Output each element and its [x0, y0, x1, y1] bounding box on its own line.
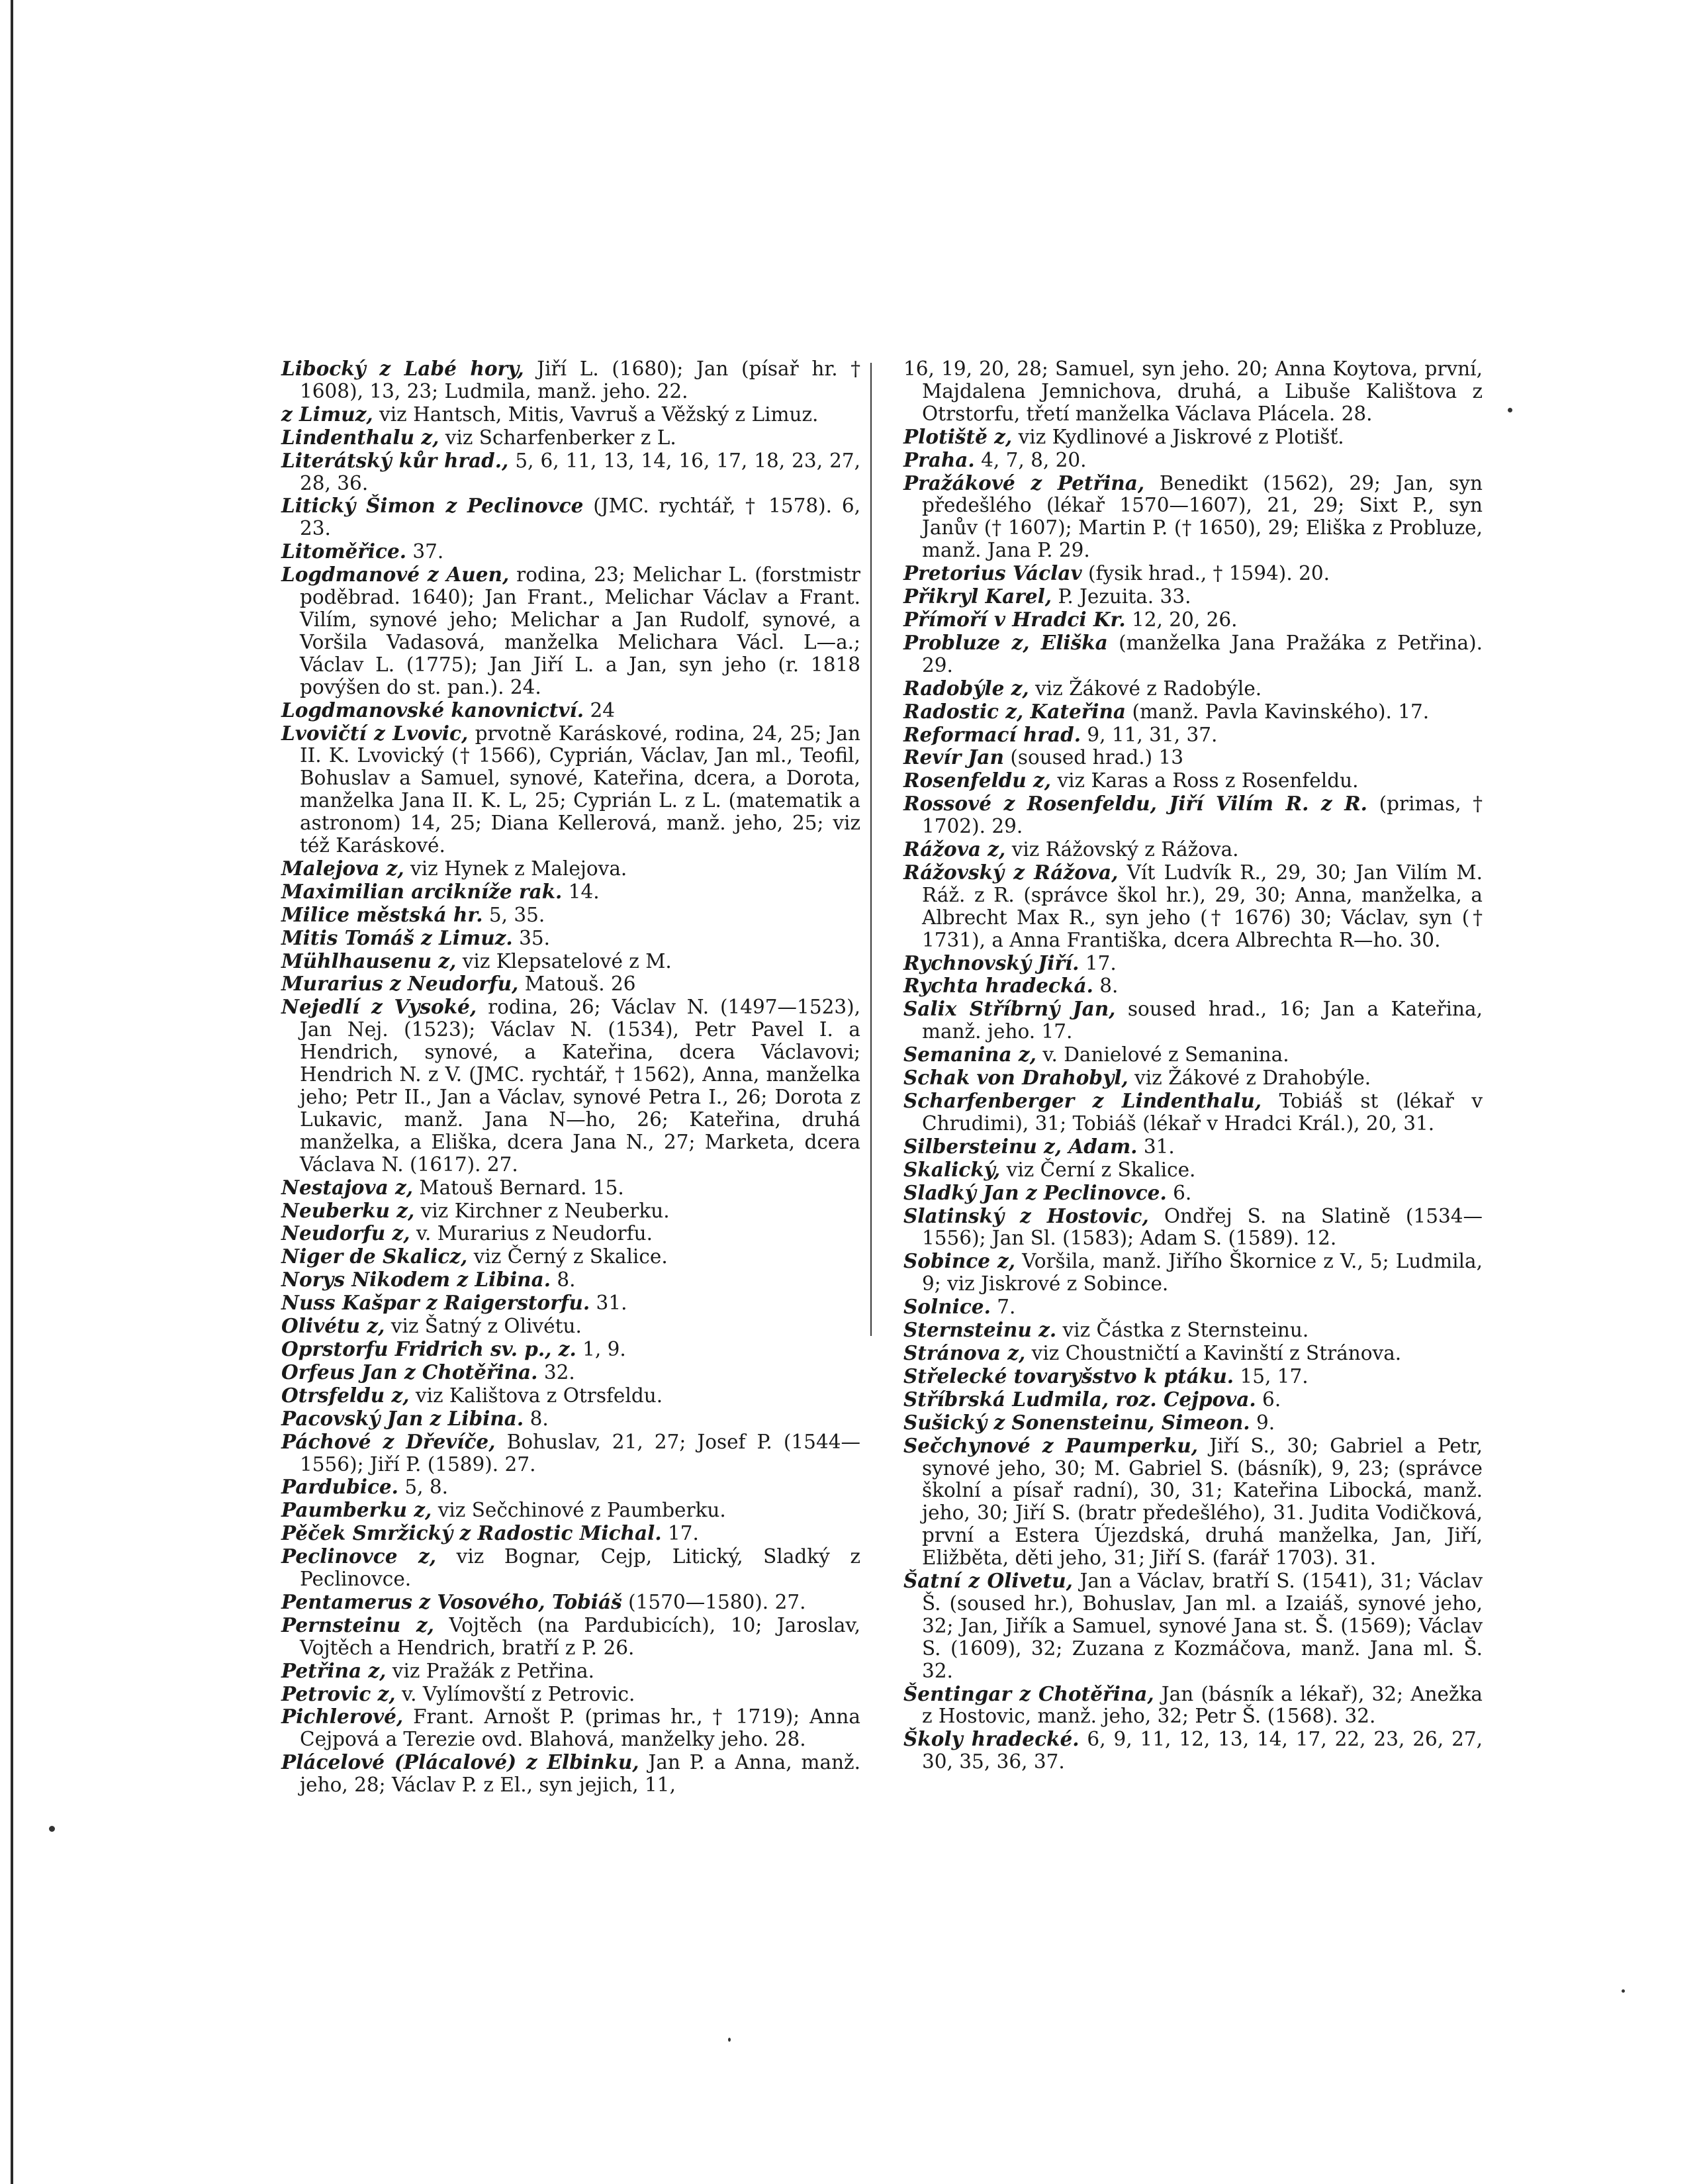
index-entry [281, 1338, 860, 1361]
entry-text: (manž. Pavla Kavinského). 17. [1132, 700, 1430, 723]
entry-text: (JMC. rychtář, † 1578). 6, 23. [300, 495, 860, 540]
entry-text: (fysik hrad., † 1594). 20. [1087, 562, 1330, 585]
index-entry [281, 403, 860, 426]
entry-text: 12, 20, 26. [1131, 608, 1238, 631]
entry-text: viz Hantsch, Mitis, Vavruš a Věžský z Limuz. [379, 403, 819, 426]
index-column-right [903, 357, 1483, 1774]
entry-heading: Školy hradecké. [903, 1727, 1080, 1751]
entry-text: v. Vylímovští z Petrovic. [402, 1682, 635, 1705]
entry-text: 1, 9. [582, 1337, 626, 1360]
entry-heading: Literátský kůr hrad., [281, 448, 509, 472]
index-entry [281, 1176, 860, 1200]
scan-speck [1508, 408, 1512, 412]
column-divider [870, 363, 872, 1336]
entry-text: 9. [1256, 1411, 1275, 1434]
entry-text: Jiří S., 30; Gabriel a Petr, synové jeho, 30; M. Gabriel S. (básník), 9, 23; (správce školní a písař radní), 30, 31; Kateřina Libocká, manž. jeho, 30; Jiří S. (bratr předešlého), 31. Judita Vodičková, první a Estera Újezdská, druhá manželka, Jan, Jiří, Eližběta, děti jeho, 31; Jiří S. (farář 1703). 31. [922, 1434, 1483, 1570]
index-entry [281, 973, 860, 996]
entry-heading: Otrsfeldu z, [281, 1383, 410, 1407]
index-entry [281, 927, 860, 950]
entry-heading: Pretorius Václav [903, 561, 1082, 585]
entry-text: 35. [519, 926, 550, 949]
index-entry [281, 1292, 860, 1315]
index-entry [903, 1205, 1483, 1251]
entry-text: 6, 9, 11, 12, 13, 14, 17, 22, 23, 26, 27, 30, 35, 36, 37. [922, 1728, 1483, 1774]
entry-text: viz Černí z Skalice. [1006, 1158, 1196, 1181]
index-entry [281, 1545, 860, 1591]
entry-text: Frant. Arnošt P. (primas hr., † 1719); Anna Cejpová a Terezie ovd. Blahová, manželky jeho. 28. [300, 1705, 860, 1751]
entry-heading: Rychnovský Jiří. [903, 951, 1080, 974]
entry-heading: Pardubice. [281, 1475, 398, 1499]
index-entry [903, 426, 1483, 449]
entry-heading: Pacovský Jan z Libina. [281, 1406, 524, 1430]
entry-text: 9, 11, 31, 37. [1087, 723, 1218, 746]
index-entry [281, 1431, 860, 1476]
entry-heading: Milice městská hr. [281, 902, 483, 926]
entry-text: viz Karas a Ross z Rosenfeldu. [1057, 769, 1359, 792]
entry-text: Matouš. 26 [524, 973, 636, 996]
entry-heading: Mitis Tomáš z Limuz. [281, 926, 513, 949]
entry-text: Voršila, manž. Jiřího Škornice z V., 5; Ludmila, 9; viz Jiskrové z Sobince. [922, 1250, 1483, 1296]
entry-text: viz Rážovský z Rážova. [1011, 838, 1239, 861]
entry-heading: Rossové z Rosenfeldu, Jiří Vilím R. z R. [903, 792, 1367, 816]
index-entry [903, 1159, 1483, 1182]
entry-text: 17. [1085, 951, 1117, 974]
index-entry [281, 357, 860, 403]
entry-heading: Sobince z, [903, 1249, 1015, 1273]
entry-heading: Rosenfeldu z, [903, 769, 1052, 792]
index-entry [903, 677, 1483, 700]
index-entry [903, 724, 1483, 747]
entry-heading: Solnice. [903, 1295, 991, 1319]
entry-heading: Litoměřice. [281, 540, 406, 563]
entry-text: (manželka Jana Pražáka z Petřina). 29. [922, 631, 1483, 677]
entry-heading: Rážova z, [903, 837, 1006, 861]
entry-text: 6. [1262, 1388, 1281, 1411]
entry-text: viz Hynek z Malejova. [410, 857, 627, 880]
index-entry [903, 838, 1483, 861]
entry-text: 8. [557, 1268, 576, 1292]
entry-heading: Peclinovce z, [281, 1544, 437, 1568]
entry-text: viz Scharfenberker z L. [445, 426, 676, 449]
entry-text: viz Žákové z Drahobýle. [1134, 1067, 1371, 1090]
entry-heading: Rážovský z Rážova, [903, 860, 1119, 884]
entry-text: viz Kirchner z Neuberku. [420, 1199, 670, 1222]
entry-heading: Silbersteinu z, Adam. [903, 1134, 1138, 1158]
index-entry [903, 1435, 1483, 1570]
entry-heading: Pěček Smržický z Radostic Michal. [281, 1521, 662, 1545]
entry-text: viz Bognar, Cejp, Litický, Sladký z Peclinovce. [300, 1545, 860, 1591]
index-entry [281, 1361, 860, 1384]
entry-heading: Norys Nikodem z Libina. [281, 1268, 551, 1292]
entry-text: 5, 35. [488, 903, 545, 926]
entry-text: 17. [668, 1522, 699, 1545]
entry-heading: Neudorfu z, [281, 1221, 410, 1245]
index-entry [281, 1705, 860, 1751]
entry-heading: Pernsteinu z, [281, 1613, 434, 1637]
entry-heading: Logdmanové z Auen, [281, 563, 510, 587]
index-entry [281, 540, 860, 563]
entry-text: rodina, 23; Melichar L. (forstmistr poděbrad. 1640); Jan Frant., Melichar Václav a Frant. Vilím, synové jeho; Melichar a Jan Rudolf, synové, a Voršila Vadasová, manželka Melichara Václ. L—a.; Václav L. (1775); Jan Jiří L. a Jan, syn jeho (r. 1818 povýšen do st. pan.). 24. [300, 563, 860, 698]
entry-text: viz Černý z Skalice. [473, 1245, 668, 1268]
index-entry [281, 1660, 860, 1683]
entry-text: Benedikt (1562), 29; Jan, syn předešlého (lékař 1570—1607), 21, 29; Sixt P., syn Janův († 1607); Martin P. († 1650), 29; Eliška z Probluze, manž. Jana P. 29. [922, 471, 1483, 562]
entry-heading: Probluze z, Eliška [903, 630, 1108, 654]
entry-text: Jiří L. (1680); Jan (písař hr. † 1608), 13, 23; Ludmila, manž. jeho. 22. [300, 357, 860, 403]
entry-heading: Střelecké tovaryšstvo k ptáku. [903, 1364, 1234, 1388]
entry-heading: Páchové z Dřevíče, [281, 1429, 496, 1453]
entry-text: 8. [529, 1407, 549, 1430]
entry-text: Jan P. a Anna, manž. jeho, 28; Václav P. z El., syn jejich, 11, [300, 1751, 860, 1797]
index-entry [281, 880, 860, 904]
entry-heading: Pichlerové, [281, 1705, 404, 1729]
entry-text: Bohuslav, 21, 27; Josef P. (1544—1556); Jiří P. (1589). 27. [300, 1430, 860, 1476]
entry-text: viz Částka z Sternsteinu. [1062, 1319, 1309, 1342]
entry-heading: z Limuz, [281, 402, 373, 426]
index-entry [281, 950, 860, 973]
entry-heading: Slatinský z Hostovic, [903, 1204, 1149, 1227]
index-entry [281, 699, 860, 722]
entry-heading: Maximilian arcikníže rak. [281, 879, 563, 903]
index-entry [903, 608, 1483, 632]
entry-text: 16, 19, 20, 28; Samuel, syn jeho. 20; Anna Koytova, první, Majdalena Jemnichova, druhá, a Libuše Kalištova z Otrstorfu, třetí manželka Václava Plácela. 28. [903, 357, 1483, 425]
index-entry [903, 1683, 1483, 1729]
entry-heading: Murarius z Neudorfu, [281, 972, 519, 996]
entry-heading: Přikryl Karel, [903, 585, 1052, 608]
entry-text: soused hrad., 16; Jan a Kateřina, manž. jeho. 17. [922, 998, 1483, 1043]
entry-heading: Mühlhausenu z, [281, 949, 457, 973]
index-entry [903, 792, 1483, 838]
index-entry [281, 1200, 860, 1223]
entry-text: 15, 17. [1240, 1364, 1309, 1388]
entry-text: Matouš Bernard. 15. [419, 1176, 624, 1199]
entry-text: (1570—1580). 27. [628, 1590, 806, 1613]
entry-text: 37. [412, 540, 444, 563]
index-entry [903, 1411, 1483, 1435]
entry-heading: Radostic z, Kateřina [903, 699, 1126, 723]
index-entry [903, 562, 1483, 585]
index-entry [281, 1222, 860, 1245]
entry-text: prvotně Karáskové, rodina, 24, 25; Jan II. K. Lvovický († 1566), Cyprián, Václav, Jan ml., Teofil, Bohuslav a Samuel, synové, Kateřina, dcera, a Dorota, manželka Jana II. K. L, 25; Cyprián L. z L. (matematik a astronom) 14, 25; Diana Kellerová, manž. jeho, 25; viz též Karáskové. [300, 722, 860, 857]
entry-text: 6. [1173, 1181, 1192, 1204]
entry-text: rodina, 26; Václav N. (1497—1523), Jan Nej. (1523); Václav N. (1534), Petr Pavel I. a Hendrich, synové, a Kateřina, dcera Václavovi; Hendrich N. z V. (JMC. rychtář, † 1562), Anna, manželka jeho; Petr II., Jan a Václav, synové Petra I., 26; Dorota z Lukavic, manž. Jana N—ho, 26; Kateřina, druhá manželka, a Eliška, dcera Jana N., 27; Marketa, dcera Václava N. (1617). 27. [300, 996, 861, 1176]
index-entry [281, 857, 860, 880]
entry-heading: Šentingar z Chotěřina, [903, 1682, 1154, 1705]
entry-text: 7. [997, 1296, 1016, 1319]
index-entry [903, 1067, 1483, 1090]
index-entry [903, 974, 1483, 998]
entry-heading: Paumberku z, [281, 1498, 432, 1522]
entry-text: viz Pražák z Petřina. [392, 1659, 594, 1682]
entry-text: v. Danielové z Semanina. [1042, 1043, 1289, 1067]
index-entry [281, 450, 860, 495]
entry-heading: Salix Stříbrný Jan, [903, 997, 1116, 1021]
entry-heading: Orfeus Jan z Chotěřina. [281, 1360, 538, 1384]
entry-text: Jan a Václav, bratří S. (1541), 31; Václav Š. (soused hr.), Bohuslav, Jan ml. a Izaiáš, synové jeho, 32; Jan, Jiřík a Samuel, synové Jana st. Š. (1569); Václav S. (1609), 32; Zuzana z Kozmáčova, manž. Jana ml. Š. 32. [922, 1570, 1483, 1682]
index-entry [903, 1090, 1483, 1135]
index-entry [281, 495, 860, 540]
entry-heading: Petřina z, [281, 1658, 387, 1682]
entry-heading: Olivétu z, [281, 1314, 385, 1338]
index-entry [281, 1614, 860, 1660]
index-entry [903, 449, 1483, 472]
index-entry [903, 585, 1483, 608]
entry-heading: Pražákové z Petřina, [903, 471, 1145, 495]
entry-text: P. Jezuita. 33. [1058, 585, 1191, 608]
entry-heading: Lvovičtí z Lvovic, [281, 721, 469, 745]
scan-speck [728, 2038, 731, 2042]
entry-text: viz Kydlinové a Jiskrové z Plotišť. [1018, 425, 1344, 448]
entry-text: Vít Ludvík R., 29, 30; Jan Vilím M. Ráž. z R. (správce škol hr.), 29, 30; Anna, manželka, a Albrecht Max R., syn jeho († 1676) 30; Václav, syn († 1731), a Anna Františka, dcera Albrechta R—ho. 30. [922, 861, 1483, 951]
entry-heading: Reformací hrad. [903, 722, 1081, 746]
entry-heading: Libocký z Labé hory, [281, 357, 524, 380]
index-entry [903, 1182, 1483, 1205]
index-entry [281, 1751, 860, 1797]
entry-text: viz Choustničtí a Kavinští z Stránova. [1031, 1341, 1402, 1364]
index-entry [903, 952, 1483, 975]
scan-speck [1622, 1989, 1625, 1993]
index-entry [281, 1384, 860, 1407]
entry-heading: Plácelové (Plácalové) z Elbinku, [281, 1750, 639, 1774]
index-entry [903, 1319, 1483, 1342]
entry-heading: Stránova z, [903, 1341, 1026, 1364]
entry-heading: Lindenthalu z, [281, 425, 439, 449]
index-entry [903, 700, 1483, 724]
entry-text: 31. [596, 1292, 627, 1315]
entry-heading: Litický Šimon z Peclinovce [281, 494, 584, 518]
entry-heading: Stříbrská Ludmila, roz. Cejpova. [903, 1387, 1256, 1411]
index-entry [903, 472, 1483, 563]
entry-text: (soused hrad.) 13 [1010, 746, 1183, 769]
index-entry [281, 1683, 860, 1706]
entry-heading: Sečchynové z Paumperku, [903, 1433, 1198, 1457]
index-entry [281, 1476, 860, 1499]
entry-text: 31. [1143, 1135, 1175, 1158]
index-entry [281, 1245, 860, 1268]
entry-text: Vojtěch (na Pardubicích), 10; Jaroslav, Vojtěch a Hendrich, bratří z P. 26. [300, 1613, 860, 1659]
entry-heading: Malejova z, [281, 856, 404, 880]
entry-text: viz Klepsatelové z M. [462, 949, 672, 973]
entry-heading: Nejedlí z Vysoké, [281, 995, 477, 1019]
entry-text: (primas, † 1702). 29. [922, 792, 1483, 838]
entry-heading: Radobýle z, [903, 676, 1029, 700]
entry-heading: Neuberku z, [281, 1198, 415, 1222]
index-entry [281, 1591, 860, 1614]
entry-text: 5, 8. [404, 1476, 449, 1499]
scan-speck [49, 1826, 55, 1832]
index-column-left [281, 357, 860, 1797]
entry-text: Tobiáš st (lékař v Chrudimi), 31; Tobiáš (lékař v Hradci Král.), 20, 31. [922, 1090, 1483, 1135]
index-entry [281, 1499, 860, 1522]
entry-text: viz Sečchinové z Paumberku. [437, 1499, 726, 1522]
entry-heading: Šatní z Olivetu, [903, 1569, 1073, 1593]
entry-heading: Nuss Kašpar z Raigerstorfu. [281, 1291, 590, 1315]
index-entry [903, 746, 1483, 769]
index-entry [903, 1728, 1483, 1774]
index-entry [903, 1570, 1483, 1683]
entry-heading: Niger de Skalicz, [281, 1245, 468, 1268]
entry-heading: Revír Jan [903, 745, 1004, 769]
entry-heading: Sušický z Sonensteinu, Simeon. [903, 1410, 1250, 1434]
index-entry [903, 1342, 1483, 1365]
entry-heading: Oprstorfu Fridrich sv. p., z. [281, 1337, 576, 1360]
index-entry [281, 1407, 860, 1431]
entry-heading: Přímoří v Hradci Kr. [903, 607, 1126, 631]
entry-text: viz Žákové z Radobýle. [1035, 677, 1262, 700]
entry-text: 8. [1099, 974, 1119, 998]
index-entry [281, 996, 860, 1176]
entry-text: viz Kalištova z Otrsfeldu. [415, 1384, 663, 1407]
index-entry [903, 1365, 1483, 1388]
index-entry [281, 722, 860, 857]
entry-heading: Logdmanovské kanovnictví. [281, 698, 584, 722]
entry-heading: Scharfenberger z Lindenthalu, [903, 1089, 1262, 1112]
entry-text: viz Šatný z Olivétu. [391, 1315, 582, 1338]
entry-heading: Sternsteinu z. [903, 1318, 1057, 1342]
entry-heading: Rychta hradecká. [903, 974, 1093, 998]
entry-heading: Petrovic z, [281, 1682, 396, 1705]
index-entry [281, 1522, 860, 1545]
index-entry [281, 1315, 860, 1338]
entry-text: 5, 6, 11, 13, 14, 16, 17, 18, 23, 27, 28, 36. [300, 449, 860, 495]
index-entry [281, 563, 860, 698]
index-entry [903, 998, 1483, 1043]
entry-heading: Nestajova z, [281, 1175, 413, 1199]
entry-heading: Skalický, [903, 1157, 1001, 1181]
entry-text: Jan (básník a lékař), 32; Anežka z Hostovic, manž. jeho, 32; Petr Š. (1568). 32. [922, 1682, 1483, 1728]
entry-heading: Semanina z, [903, 1043, 1036, 1067]
index-entry [281, 904, 860, 927]
index-entry [903, 1043, 1483, 1067]
index-entry [281, 426, 860, 450]
entry-heading: Praha. [903, 448, 975, 471]
entry-text: v. Murarius z Neudorfu. [416, 1222, 653, 1245]
entry-text: 4, 7, 8, 20. [981, 448, 1087, 471]
index-entry [281, 1268, 860, 1292]
index-entry [903, 1296, 1483, 1319]
entry-text: 14. [568, 880, 600, 903]
index-entry [903, 1388, 1483, 1411]
index-entry [903, 632, 1483, 677]
entry-text: Ondřej S. na Slatině (1534—1556); Jan Sl. (1583); Adam S. (1589). 12. [922, 1204, 1483, 1250]
entry-text: 24 [590, 698, 615, 722]
index-entry [903, 861, 1483, 952]
entry-heading: Pentamerus z Vosového, Tobiáš [281, 1590, 622, 1613]
entry-heading: Plotiště z, [903, 424, 1013, 448]
entry-heading: Schak von Drahobyl, [903, 1066, 1128, 1090]
index-entry [903, 357, 1483, 426]
entry-heading: Sladký Jan z Peclinovce. [903, 1180, 1167, 1204]
index-entry [903, 769, 1483, 792]
entry-text: 32. [543, 1360, 575, 1384]
index-entry [903, 1250, 1483, 1296]
scan-edge [11, 0, 13, 2184]
index-entry [903, 1135, 1483, 1159]
